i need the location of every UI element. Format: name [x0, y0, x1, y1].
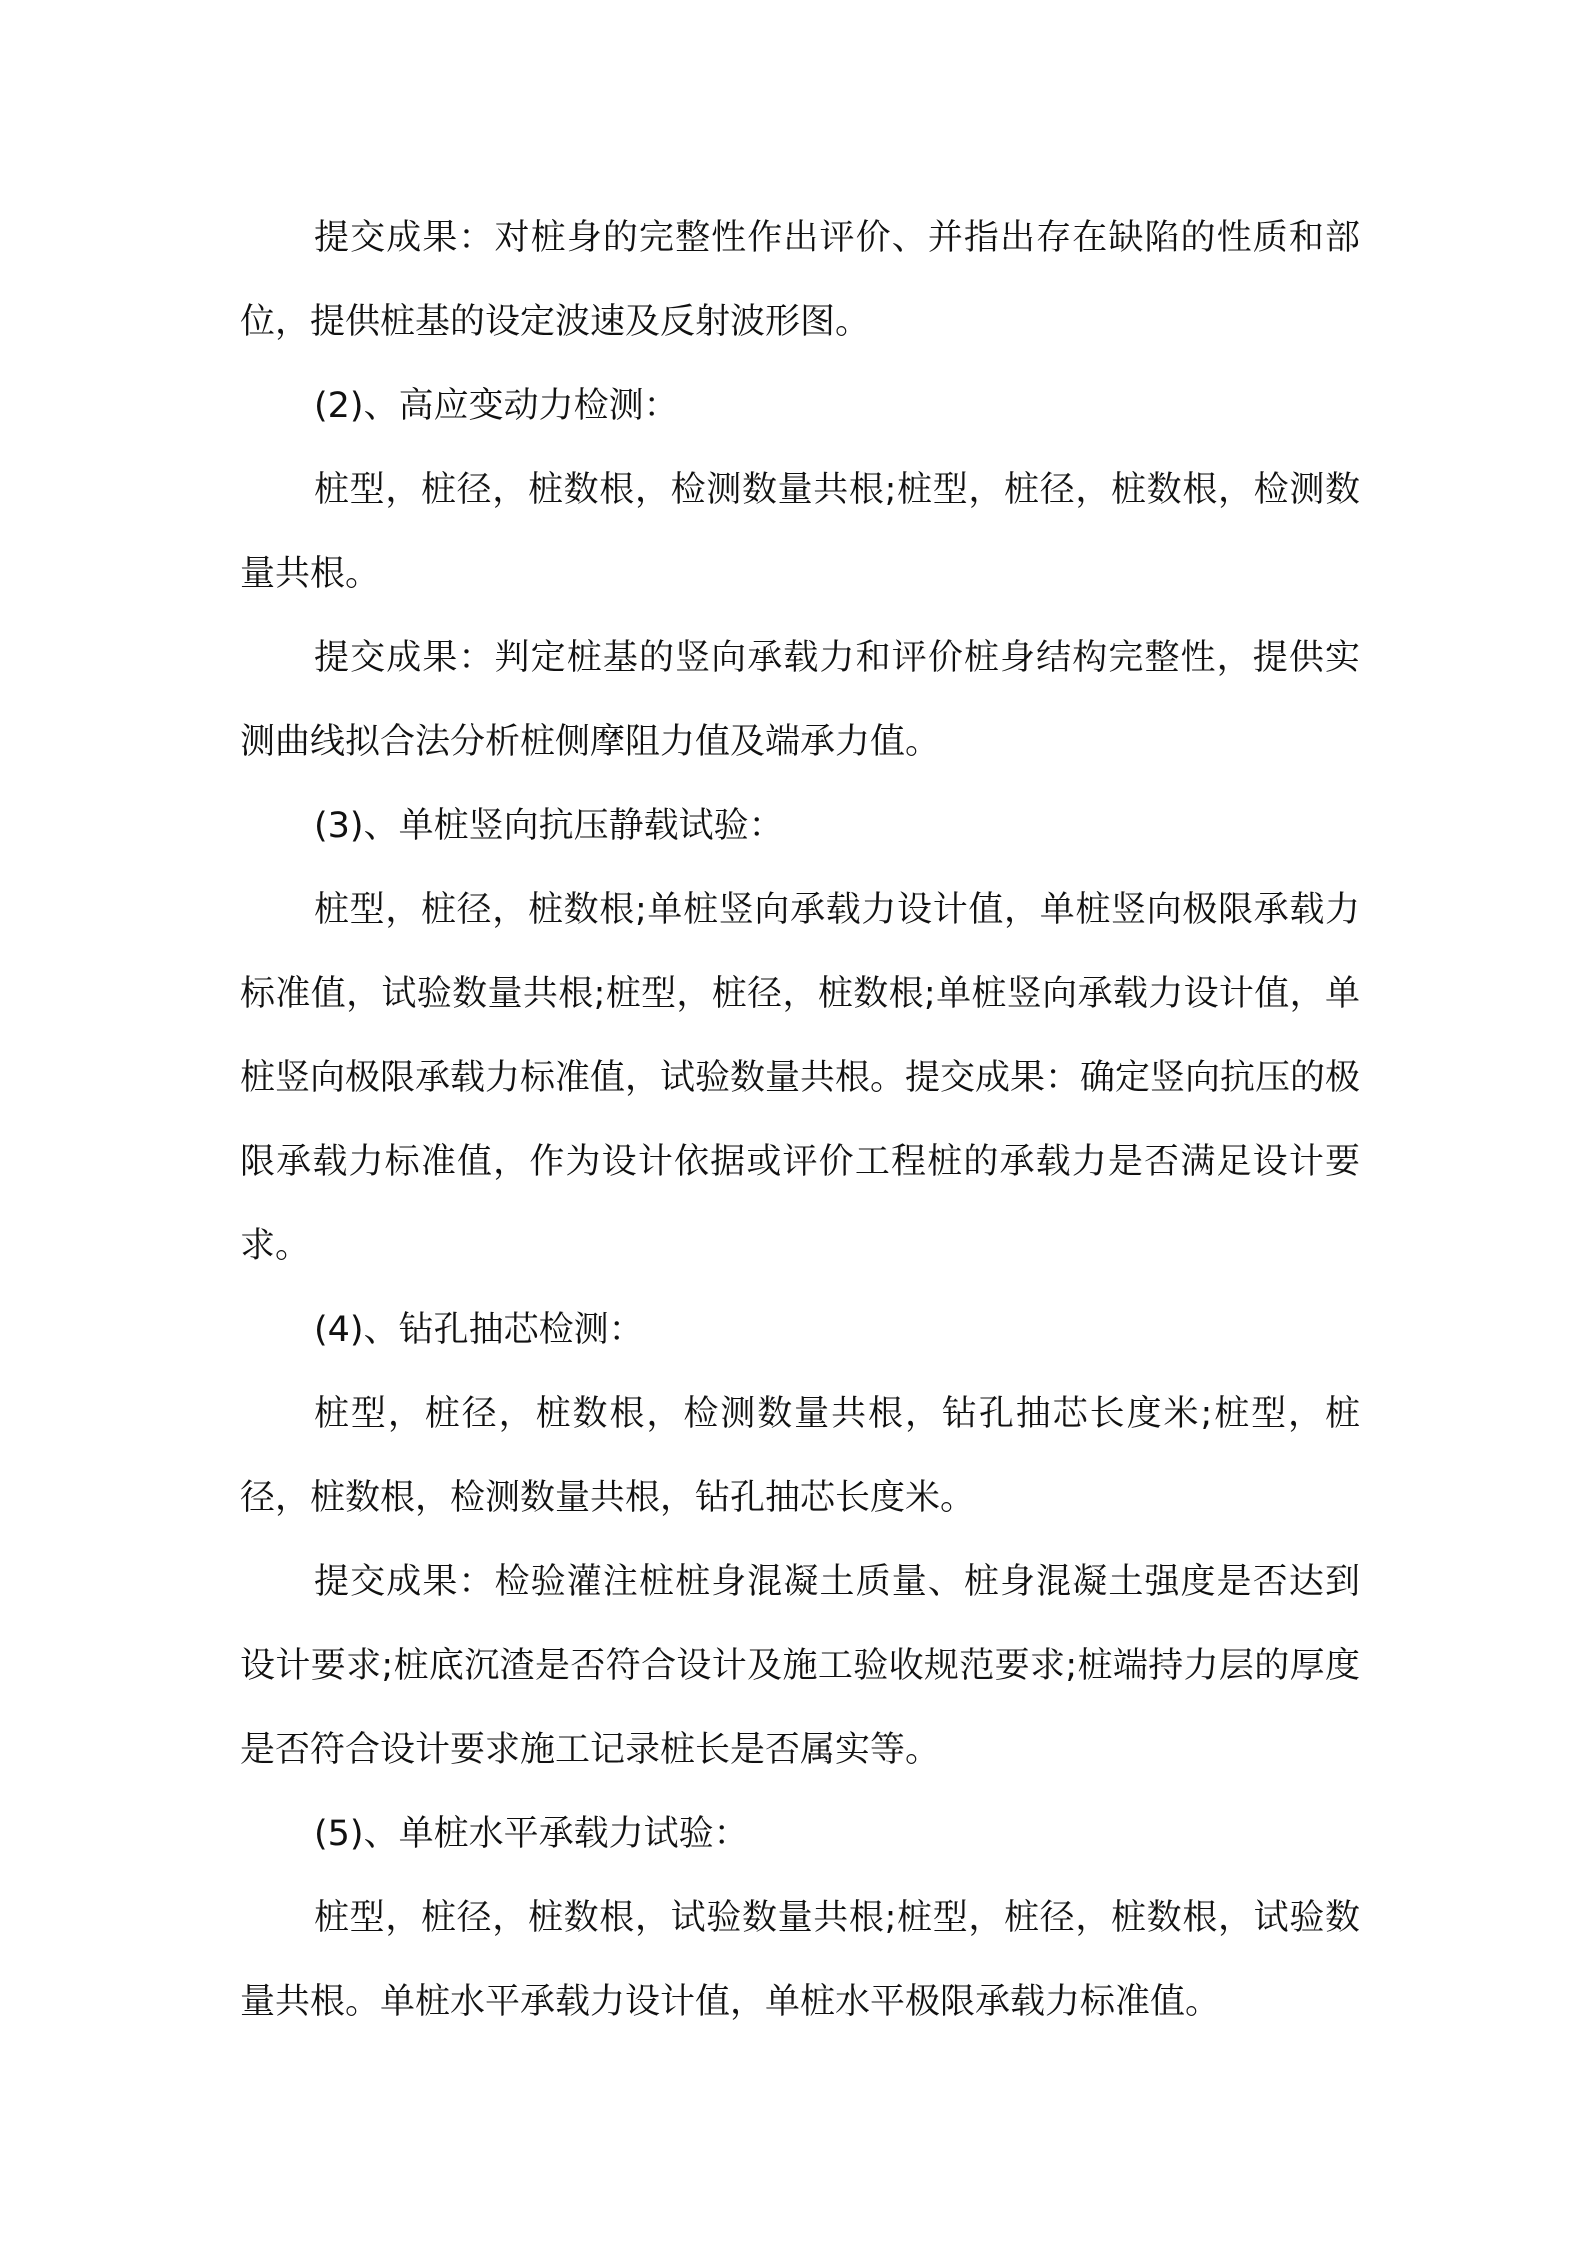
heading-core-drilling: (4)、钻孔抽芯检测： — [314, 1310, 644, 1350]
heading-high-strain-test: (2)、高应变动力检测： — [314, 386, 679, 426]
paragraph-static-load-spec: 桩型，桩径，桩数根;单桩竖向承载力设计值，单桩竖向极限承载力标准值，试验数量共根;桩型，桩径，桩数根;单桩竖向承载力设计值，单桩竖向极限承载力标准值，试验数量共根。提交成果：确定竖向抗压的极限承载力标准值，作为设计依据或评价工程桩的承载力是否满足设计要求。 — [240, 890, 1361, 1266]
document-body — [240, 196, 1360, 2044]
paragraph-core-drilling-spec: 桩型，桩径，桩数根，检测数量共根，钻孔抽芯长度米;桩型，桩径，桩数根，检测数量共根，钻孔抽芯长度米。 — [240, 1394, 1360, 1518]
heading-static-load-test: (3)、单桩竖向抗压静载试验： — [314, 806, 784, 846]
heading-horizontal-load-test: (5)、单桩水平承载力试验： — [314, 1814, 749, 1854]
paragraph-results-integrity: 提交成果：对桩身的完整性作出评价、并指出存在缺陷的性质和部位，提供桩基的设定波速及反射波形图。 — [240, 218, 1360, 342]
paragraph-horizontal-load-spec: 桩型，桩径，桩数根，试验数量共根;桩型，桩径，桩数根，试验数量共根。单桩水平承载力设计值，单桩水平极限承载力标准值。 — [240, 1898, 1360, 2022]
paragraph-high-strain-spec: 桩型，桩径，桩数根，检测数量共根;桩型，桩径，桩数根，检测数量共根。 — [240, 470, 1360, 594]
paragraph-results-core: 提交成果：检验灌注桩桩身混凝土质量、桩身混凝土强度是否达到设计要求;桩底沉渣是否符合设计及施工验收规范要求;桩端持力层的厚度是否符合设计要求施工记录桩长是否属实等。 — [240, 1562, 1360, 1770]
paragraph-results-bearing: 提交成果：判定桩基的竖向承载力和评价桩身结构完整性，提供实测曲线拟合法分析桩侧摩阻力值及端承力值。 — [240, 638, 1360, 762]
